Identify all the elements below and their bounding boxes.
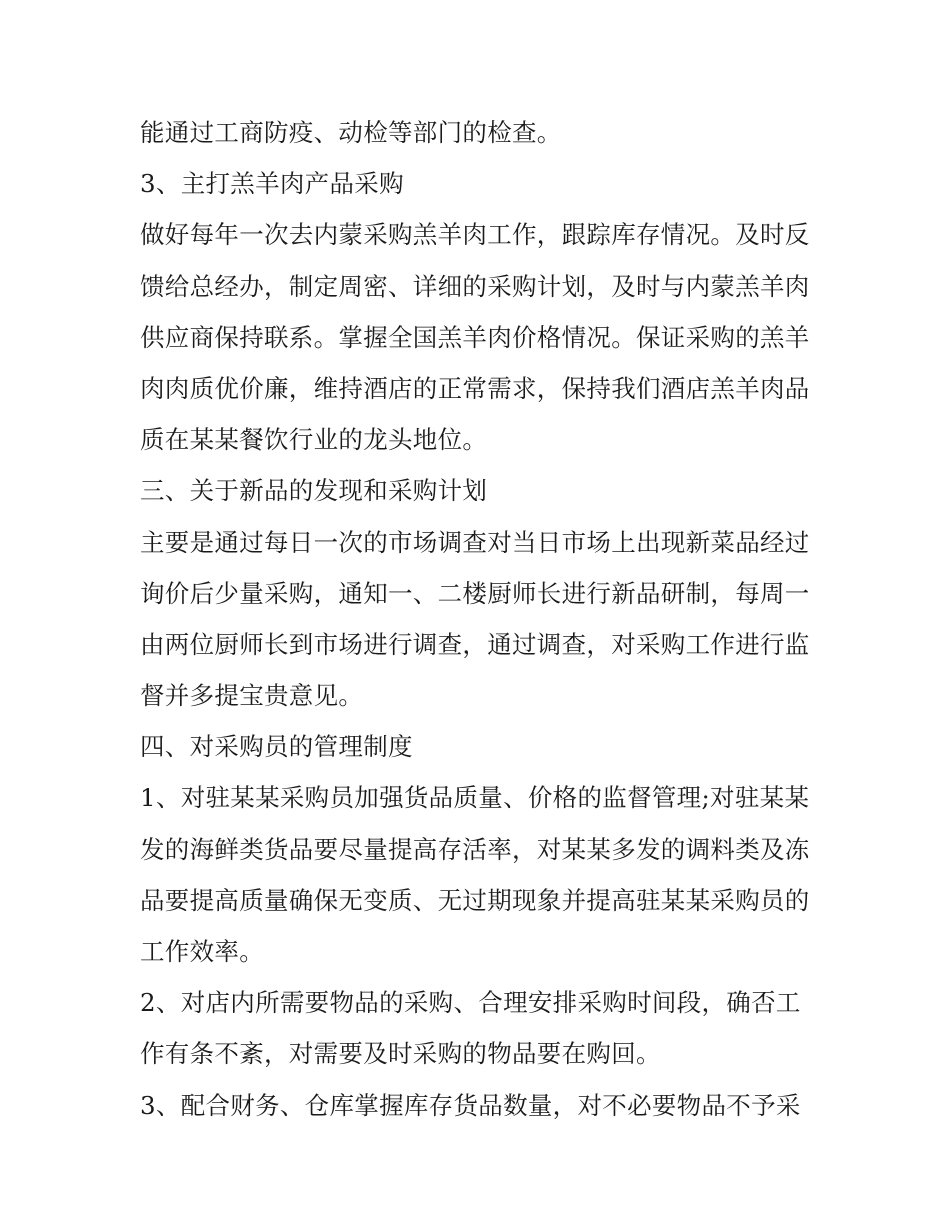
section-heading: 三、关于新品的发现和采购计划 xyxy=(140,476,488,506)
text-line: 由两位厨师长到市场进行调查，通过调查，对采购工作进行监 xyxy=(140,629,810,659)
text-line: 做好每年一次去内蒙采购羔羊肉工作，跟踪库存情况。及时反 xyxy=(140,220,810,250)
text-line: 供应商保持联系。掌握全国羔羊肉价格情况。保证采购的羔羊 xyxy=(140,322,810,352)
text-line: 询价后少量采购，通知一、二楼厨师长进行新品研制，每周一 xyxy=(140,578,810,608)
document-body xyxy=(140,107,815,1131)
text-line: 督并多提宝贵意见。 xyxy=(140,681,364,711)
text-line: 质在某某餐饮行业的龙头地位。 xyxy=(140,425,488,455)
text-line: 主要是通过每日一次的市场调查对当日市场上出现新菜品经过 xyxy=(140,527,810,557)
section-heading: 四、对采购员的管理制度 xyxy=(140,732,413,762)
text-line: 工作效率。 xyxy=(140,937,264,966)
text-line: 1、对驻某某采购员加强货品质量、价格的监督管理;对驻某某 xyxy=(140,783,810,813)
section-heading: 3、主打羔羊肉产品采购 xyxy=(140,169,404,199)
text-line: 2、对店内所需要物品的采购、合理安排采购时间段，确否工 xyxy=(140,988,801,1018)
text-line: 3、配合财务、仓库掌握库存货品数量，对不必要物品不予采 xyxy=(140,1090,801,1120)
text-line: 肉肉质优价廉，维持酒店的正常需求，保持我们酒店羔羊肉品 xyxy=(140,373,810,403)
text-line: 能通过工商防疫、动检等部门的检查。 xyxy=(140,118,562,147)
text-line: 馈给总经办，制定周密、详细的采购计划，及时与内蒙羔羊肉 xyxy=(140,271,810,301)
text-line: 作有条不紊，对需要及时采购的物品要在购回。 xyxy=(140,1039,661,1069)
text-line: 品要提高质量确保无变质、无过期现象并提高驻某某采购员的 xyxy=(140,885,810,915)
text-line: 发的海鲜类货品要尽量提高存活率，对某某多发的调料类及冻 xyxy=(140,834,810,864)
